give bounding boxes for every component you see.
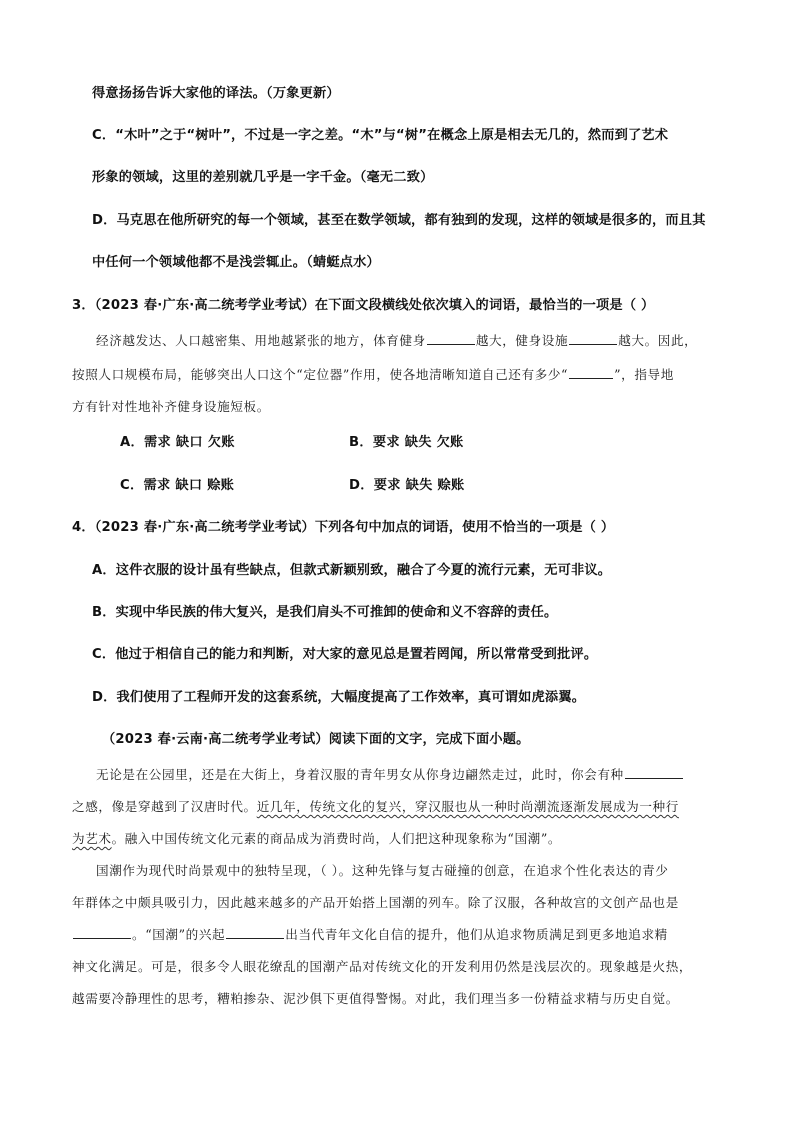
option-c-line2: 形象的领域，这里的差别就几乎是一字千金。（毫无二致）: [92, 170, 434, 185]
reading-group-intro: （2023 春·云南·高二统考学业考试）阅读下面的文字，完成下面小题。: [102, 732, 530, 747]
question-3-stem: 3．（2023 春·广东·高二统考学业考试）在下面文段横线处依次填入的词语，最恰当的一项是（ ）: [72, 298, 655, 313]
fill-blank-passage-3: [226, 926, 284, 939]
passage-line4: 国潮作为现代时尚景观中的独特呈现，（ ）。这种先锋与复古碰撞的创意，在追求个性化表达的青少: [96, 863, 669, 878]
option-d-line1: D．马克思在他所研究的每一个领域，甚至在数学领域，都有独到的发现，这样的领域是很多的，而且其: [92, 213, 706, 228]
q3-text-seg: 经济越发达、人口越密集、用地越紧张的地方，体育健身: [96, 333, 426, 348]
fill-blank-passage-2: [73, 926, 131, 939]
q3-option-d[interactable]: D．要求 缺失 赊账: [349, 478, 465, 493]
q3-text-seg: 越大。因此，: [618, 333, 698, 348]
q4-option-c[interactable]: C．他过于相信自己的能力和判断，对大家的意见总是置若罔闻，所以常常受到批评。: [92, 647, 598, 662]
fill-blank-3: [569, 366, 613, 379]
q3-text-seg: 越大，健身设施: [475, 333, 569, 348]
q4-option-b[interactable]: B．实现中华民族的伟大复兴，是我们肩头不可推卸的使命和义不容辞的责任。: [92, 605, 558, 620]
passage-line8: 越需要冷静理性的思考，糟粕掺杂、泥沙俱下更值得警惕。对此，我们理当多一份精益求精与历史自觉。: [72, 991, 679, 1006]
q3-option-c[interactable]: C．需求 缺口 赊账: [120, 478, 235, 493]
q4-option-a[interactable]: A．这件衣服的设计虽有些缺点，但款式新颖别致，融合了今夏的流行元素，无可非议。: [92, 563, 612, 578]
q3-passage-line3: 方有针对性地补齐健身设施短板。: [72, 399, 270, 414]
q3-option-b[interactable]: B．要求 缺失 欠账: [349, 435, 464, 450]
passage-text-seg: 出当代青年文化自信的提升，他们从追求物质满足到更多地追求精: [285, 927, 668, 942]
q3-option-a[interactable]: A．需求 缺口 欠账: [120, 435, 235, 450]
passage-line5: 年群体之中颇具吸引力，因此越来越多的产品开始搭上国潮的列车。除了汉服，各种故宫的文创产品也是: [72, 895, 679, 910]
fill-blank-passage-1: [625, 766, 683, 779]
q3-text-seg: ”，指导地: [614, 367, 674, 382]
passage-text-seg: 。“国潮”的兴起: [132, 927, 226, 942]
passage-line7: 神文化满足。可是，很多令人眼花缭乱的国潮产品对传统文化的开发利用仍然是浅层次的。现象越是火热，: [72, 959, 693, 974]
passage-line6: [72, 924, 668, 943]
fill-blank-1: [427, 332, 475, 345]
passage-text-seg: 之感，像是穿越到了汉唐时代。: [72, 799, 257, 814]
q3-text-seg: 按照人口规模布局，能够突出人口这个“定位器”作用，使各地清晰知道自己还有多少“: [72, 367, 569, 382]
q3-passage-line2: [72, 364, 674, 383]
q4-option-d[interactable]: D．我们使用了工程师开发的这套系统，大幅度提高了工作效率，真可谓如虎添翼。: [92, 690, 586, 705]
passage-text-seg: 无论是在公园里，还是在大街上，身着汉服的青年男女从你身边翩然走过，此时，你会有种: [96, 767, 624, 782]
passage-line2: [72, 796, 679, 815]
wavy-underlined-sentence-end: 为艺术: [72, 831, 112, 846]
option-b-tail: 得意扬扬告诉大家他的译法。（万象更新）: [92, 86, 340, 101]
wavy-underlined-sentence: 近几年，传统文化的复兴，穿汉服也从一种时尚潮流逐渐发展成为一种行: [256, 799, 679, 814]
question-4-stem: 4．（2023 春·广东·高二统考学业考试）下列各句中加点的词语，使用不恰当的一项是（ ）: [72, 520, 615, 535]
passage-text-seg: 。融入中国传统文化元素的商品成为消费时尚，人们把这种现象称为“国潮”。: [111, 831, 562, 846]
option-c-line1: C．“木叶”之于“树叶”，不过是一字之差。“木”与“树”在概念上原是相去无几的，然而到了艺术: [92, 128, 669, 143]
passage-line3: [72, 828, 561, 847]
option-d-line2: 中任何一个领域他都不是浅尝辄止。（蜻蜓点水）: [92, 255, 380, 270]
fill-blank-2: [569, 332, 617, 345]
passage-line1: [96, 764, 684, 783]
q3-passage-line1: [96, 330, 697, 349]
